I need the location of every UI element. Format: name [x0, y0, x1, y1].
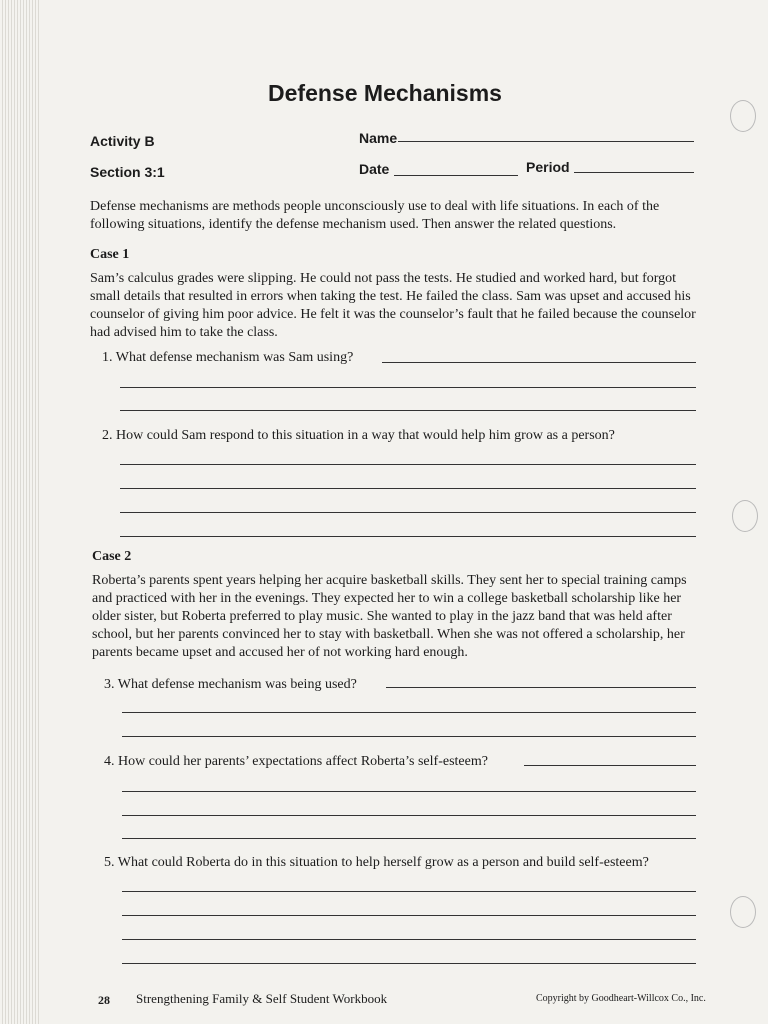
date-field[interactable] — [394, 175, 518, 176]
book-page-edges — [0, 0, 41, 1024]
answer-line[interactable] — [120, 464, 696, 465]
answer-line[interactable] — [382, 362, 696, 363]
case1-paragraph: Sam’s calculus grades were slipping. He could not pass the tests. He studied and worked hard, but forgot small details that resulted in errors when taking the test. He failed the class. Sam was upset and accused his counselor of giving him poor advice. He felt it was the counselor’s fault that he failed because the counselor had advised him to take the class. — [90, 271, 696, 340]
answer-line[interactable] — [120, 410, 696, 411]
answer-line[interactable] — [122, 891, 696, 892]
answer-line[interactable] — [122, 791, 696, 792]
page-title: Defense Mechanisms — [268, 80, 502, 106]
case2-heading: Case 2 — [92, 549, 132, 564]
question-1: 1. What defense mechanism was Sam using? — [102, 350, 354, 365]
case1-heading: Case 1 — [90, 247, 130, 262]
answer-line[interactable] — [122, 736, 696, 737]
date-label: Date — [359, 161, 390, 177]
book-title: Strengthening Family & Self Student Workbook — [136, 991, 388, 1006]
question-5: 5. What could Roberta do in this situation to help herself grow as a person and build self-esteem? — [104, 855, 649, 870]
question-3: 3. What defense mechanism was being used? — [104, 677, 357, 692]
answer-line[interactable] — [524, 765, 696, 766]
answer-line[interactable] — [120, 512, 696, 513]
worksheet-page — [40, 0, 768, 1024]
answer-line[interactable] — [386, 687, 696, 688]
question-4: 4. How could her parents’ expectations affect Roberta’s self-esteem? — [104, 754, 488, 769]
answer-line[interactable] — [122, 915, 696, 916]
intro-paragraph: Defense mechanisms are methods people unconsciously use to deal with life situations. In each of the following situations, identify the defense mechanism used. Then answer the related questions. — [90, 199, 660, 232]
case2-paragraph: Roberta’s parents spent years helping her acquire basketball skills. They sent her to special training camps and practiced with her in the evenings. They expected her to win a college basketball scholarship like her older sister, but Roberta preferred to play music. She wanted to play in the jazz band that was held after school, but her parents convinced her to stay with basketball. When she was not offered a scholarship, her parents became upset and accused her of not working hard enough. — [92, 573, 687, 660]
period-field[interactable] — [574, 172, 694, 173]
name-field[interactable] — [398, 141, 694, 142]
binder-ring-hole — [730, 100, 756, 132]
page-number: 28 — [98, 993, 110, 1007]
answer-line[interactable] — [122, 939, 696, 940]
binder-ring-hole — [732, 500, 758, 532]
answer-line[interactable] — [122, 838, 696, 839]
answer-line[interactable] — [120, 387, 696, 388]
activity-label: Activity B — [90, 133, 155, 149]
name-label: Name — [359, 130, 398, 146]
answer-line[interactable] — [122, 712, 696, 713]
answer-line[interactable] — [120, 536, 696, 537]
section-label: Section 3:1 — [90, 164, 165, 180]
binder-ring-hole — [730, 896, 756, 928]
answer-line[interactable] — [120, 488, 696, 489]
answer-line[interactable] — [122, 815, 696, 816]
period-label: Period — [526, 159, 570, 175]
copyright-notice: Copyright by Goodheart-Willcox Co., Inc. — [536, 993, 706, 1004]
question-2: 2. How could Sam respond to this situation in a way that would help him grow as a person? — [102, 428, 615, 443]
answer-line[interactable] — [122, 963, 696, 964]
